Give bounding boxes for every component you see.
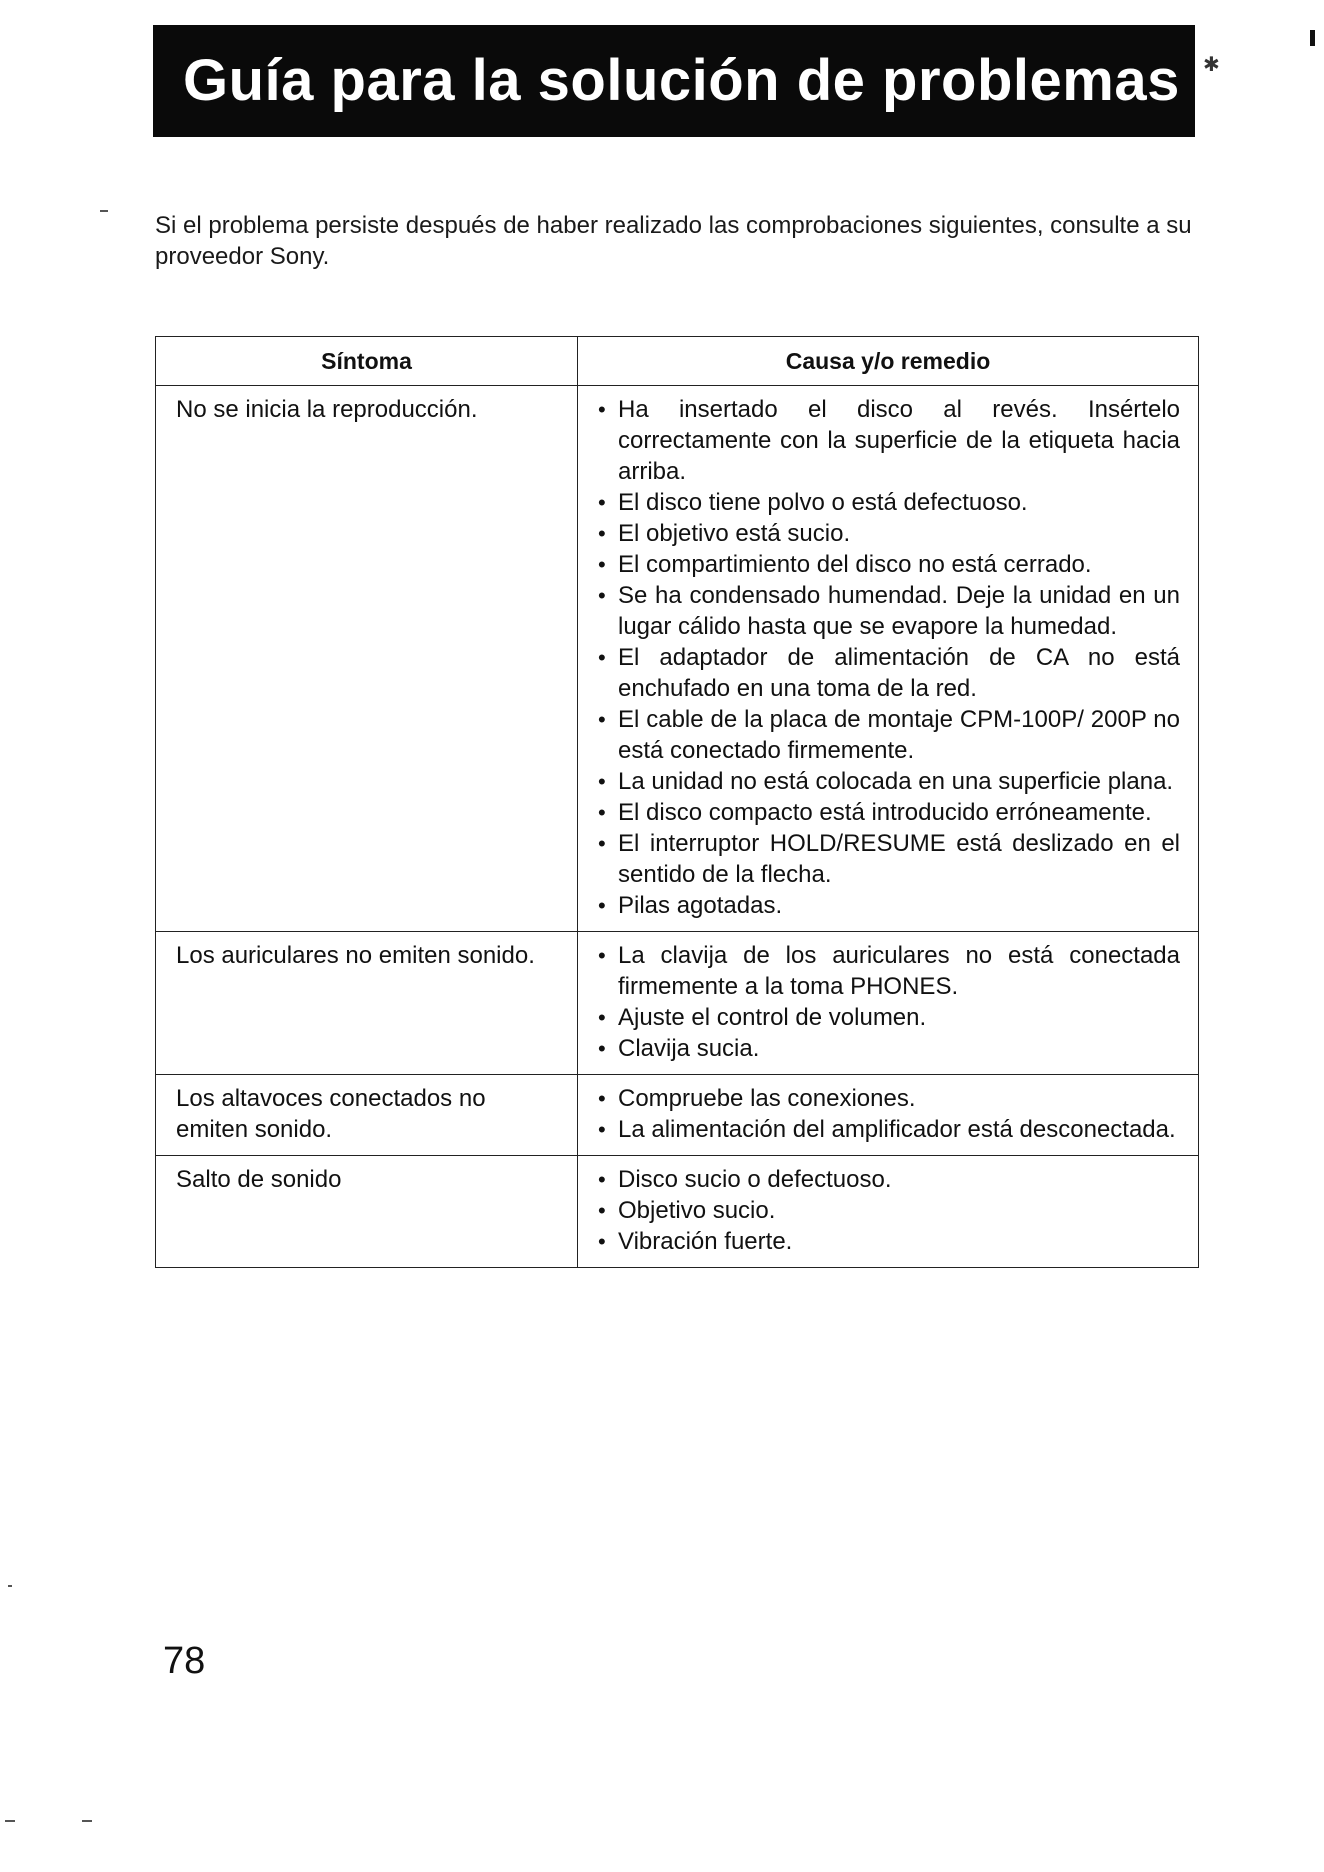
cause-cell (578, 386, 1199, 932)
scan-mark-icon: ✱ (1203, 54, 1220, 76)
scan-tick (82, 1820, 92, 1822)
list-item: • El interruptor HOLD/RESUME está deslizado en el sentido de la flecha. (598, 828, 1180, 890)
symptom-cell: No se inicia la reproducción. (156, 386, 578, 932)
list-item: • El disco compacto está introducido erróneamente. (598, 797, 1180, 828)
table-row (156, 386, 1199, 932)
troubleshooting-table (155, 336, 1199, 1268)
table-row (156, 1075, 1199, 1156)
edge-mark (1310, 30, 1315, 46)
header-cause: Causa y/o remedio (578, 337, 1199, 386)
list-item: • Pilas agotadas. (598, 890, 1180, 921)
list-item: • El cable de la placa de montaje CPM-100P/ 200P no está conectado firmemente. (598, 704, 1180, 766)
scan-tick (100, 210, 108, 212)
cause-list (598, 1083, 1180, 1145)
list-item: • La alimentación del amplificador está desconectada. (598, 1114, 1180, 1145)
list-item: • Ha insertado el disco al revés. Insértelo correctamente con la superficie de la etiqueta hacia arriba. (598, 394, 1180, 487)
page-number: 78 (163, 1640, 206, 1682)
cause-list (598, 394, 1180, 921)
list-item: • El compartimiento del disco no está cerrado. (598, 549, 1180, 580)
cause-cell (578, 1075, 1199, 1156)
symptom-cell: Los auriculares no emiten sonido. (156, 932, 578, 1075)
list-item: • El adaptador de alimentación de CA no está enchufado en una toma de la red. (598, 642, 1180, 704)
list-item: • Disco sucio o defectuoso. (598, 1164, 1180, 1195)
cause-cell (578, 1156, 1199, 1268)
list-item: • Se ha condensado humendad. Deje la unidad en un lugar cálido hasta que se evapore la humedad. (598, 580, 1180, 642)
table-row (156, 932, 1199, 1075)
table-row (156, 1156, 1199, 1268)
table-header-row (156, 337, 1199, 386)
list-item: • Clavija sucia. (598, 1033, 1180, 1064)
symptom-cell: Los altavoces conectados no emiten sonido. (156, 1075, 578, 1156)
list-item: • El disco tiene polvo o está defectuoso. (598, 487, 1180, 518)
scan-tick (8, 1585, 12, 1587)
scan-tick (5, 1820, 15, 1822)
cause-cell (578, 932, 1199, 1075)
list-item: • La unidad no está colocada en una superficie plana. (598, 766, 1180, 797)
page-title: Guía para la solución de problemas (183, 48, 1180, 113)
list-item: • Compruebe las conexiones. (598, 1083, 1180, 1114)
symptom-cell: Salto de sonido (156, 1156, 578, 1268)
cause-list (598, 1164, 1180, 1257)
list-item: • Vibración fuerte. (598, 1226, 1180, 1257)
cause-list (598, 940, 1180, 1064)
intro-paragraph: Si el problema persiste después de haber realizado las comprobaciones siguientes, consulte a su proveedor Sony. (155, 212, 1192, 270)
list-item: • Objetivo sucio. (598, 1195, 1180, 1226)
list-item: • Ajuste el control de volumen. (598, 1002, 1180, 1033)
list-item: • La clavija de los auriculares no está conectada firmemente a la toma PHONES. (598, 940, 1180, 1002)
title-banner (153, 25, 1195, 137)
header-symptom: Síntoma (156, 337, 578, 386)
list-item: • El objetivo está sucio. (598, 518, 1180, 549)
